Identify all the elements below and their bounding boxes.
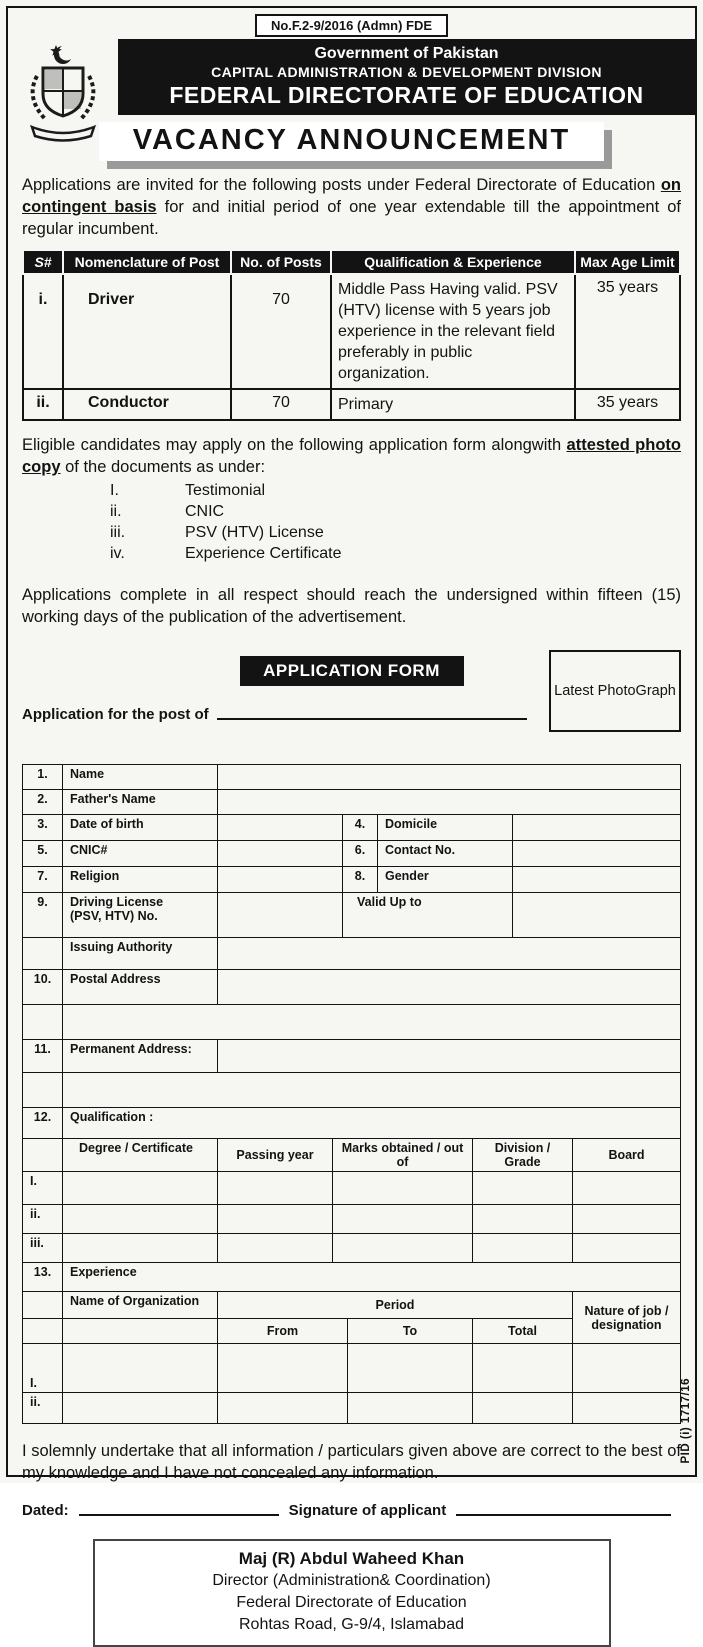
qual-header-degree: Degree / Certificate bbox=[63, 1139, 218, 1172]
blank-cell bbox=[348, 1344, 473, 1393]
form-row-postal-address bbox=[23, 970, 681, 1005]
conductor-count: 70 bbox=[231, 389, 331, 420]
blank-cell bbox=[573, 1172, 681, 1205]
document-item bbox=[110, 501, 695, 522]
conductor-max-age: 35 years bbox=[575, 389, 680, 420]
qual-header-division: Division / Grade bbox=[473, 1139, 573, 1172]
blank-cell bbox=[333, 1172, 473, 1205]
header-black-band bbox=[118, 39, 695, 115]
eligibility-bold-text: attested photo copy bbox=[22, 436, 681, 476]
field-num: 13. bbox=[23, 1263, 63, 1292]
blank-cell bbox=[218, 938, 681, 970]
field-label-domicile: Domicile bbox=[378, 815, 513, 841]
blank-cell bbox=[218, 1234, 333, 1263]
intro-text-2: for and initial period of one year extendable till the appointment of regular incumbent. bbox=[22, 198, 681, 238]
experience-row bbox=[23, 1393, 681, 1424]
field-label-father-name: Father's Name bbox=[63, 790, 218, 815]
conductor-qualification: Primary bbox=[331, 389, 575, 420]
blank-cell bbox=[63, 1344, 218, 1393]
eligibility-text-1: Eligible candidates may apply on the following application form alongwith bbox=[22, 436, 567, 454]
document-num: iv. bbox=[110, 545, 125, 562]
blank-cell bbox=[473, 1172, 573, 1205]
conductor-post-name: Conductor bbox=[63, 389, 231, 420]
photo-box: Latest PhotoGraph bbox=[549, 650, 681, 732]
document-label: Testimonial bbox=[185, 482, 266, 499]
qual-header-board: Board bbox=[573, 1139, 681, 1172]
undertaking-paragraph: I solemnly undertake that all information / particulars given above are correct to the best of my knowledge and I have not concealed any information. bbox=[22, 1442, 681, 1482]
blank-cell bbox=[473, 1344, 573, 1393]
field-num: 10. bbox=[23, 970, 63, 1005]
blank-cell bbox=[348, 1393, 473, 1424]
row-label: ii. bbox=[23, 1393, 63, 1424]
dated-fill-line bbox=[79, 1514, 279, 1516]
application-form-title: APPLICATION FORM bbox=[240, 656, 464, 686]
signature-fill-line bbox=[456, 1514, 671, 1516]
blank-cell bbox=[218, 841, 343, 867]
posts-row-conductor bbox=[23, 389, 680, 420]
blank-cell bbox=[513, 867, 681, 893]
signatory-box bbox=[93, 1539, 611, 1647]
form-row-postal-blank bbox=[23, 1005, 681, 1040]
eligibility-text-2: of the documents as under: bbox=[60, 458, 266, 476]
blank-cell bbox=[218, 970, 681, 1005]
blank-cell bbox=[218, 815, 343, 841]
form-row-religion-gender bbox=[23, 867, 681, 893]
row-label: ii. bbox=[23, 1205, 63, 1234]
document-item bbox=[110, 480, 695, 501]
intro-paragraph bbox=[22, 174, 681, 240]
field-num: 11. bbox=[23, 1040, 63, 1073]
row-label: I. bbox=[23, 1344, 63, 1393]
experience-heading-row bbox=[23, 1263, 681, 1292]
fill-line bbox=[217, 718, 527, 720]
blank-cell bbox=[333, 1234, 473, 1263]
form-row-cnic-contact bbox=[23, 841, 681, 867]
pakistan-emblem-icon bbox=[20, 41, 106, 143]
blank-cell bbox=[218, 893, 343, 938]
blank-cell bbox=[473, 1234, 573, 1263]
vacancy-row bbox=[8, 122, 695, 161]
form-row-name bbox=[23, 765, 681, 790]
form-row-driving-license bbox=[23, 893, 681, 938]
signatory-name: Maj (R) Abdul Waheed Khan bbox=[238, 1549, 465, 1568]
document-item bbox=[110, 522, 695, 543]
blank-cell bbox=[218, 790, 681, 815]
field-num: 3. bbox=[23, 815, 63, 841]
blank-cell bbox=[23, 1319, 63, 1344]
blank-cell bbox=[573, 1393, 681, 1424]
application-form-section bbox=[22, 656, 681, 760]
field-label-cnic: CNIC# bbox=[63, 841, 218, 867]
form-row-permanent-blank bbox=[23, 1073, 681, 1108]
field-label-postal-address: Postal Address bbox=[63, 970, 218, 1005]
blank-cell bbox=[218, 1172, 333, 1205]
documents-list bbox=[8, 480, 695, 564]
row-label: I. bbox=[23, 1172, 63, 1205]
signature-row bbox=[22, 1502, 681, 1519]
blank-cell bbox=[573, 1234, 681, 1263]
reference-number: No.F.2-9/2016 (Admn) FDE bbox=[255, 14, 448, 37]
exp-header-organization: Name of Organization bbox=[63, 1292, 218, 1319]
post-of-row bbox=[22, 706, 531, 723]
intro-text-1: Applications are invited for the following posts under Federal Directorate of Education bbox=[22, 176, 661, 194]
blank-cell bbox=[23, 1139, 63, 1172]
blank-num-cell bbox=[23, 1073, 63, 1108]
driver-qualification: Middle Pass Having valid. PSV (HTV) license with 5 years job experience in the relevant field preferably in public organization. bbox=[331, 274, 575, 389]
blank-cell bbox=[513, 841, 681, 867]
form-row-father-name bbox=[23, 790, 681, 815]
division-line: CAPITAL ADMINISTRATION & DEVELOPMENT DIVISION bbox=[211, 64, 602, 80]
qualification-row bbox=[23, 1205, 681, 1234]
blank-cell bbox=[218, 1205, 333, 1234]
exp-header-from: From bbox=[218, 1319, 348, 1344]
document-num: iii. bbox=[110, 524, 126, 541]
document-label: Experience Certificate bbox=[185, 545, 342, 562]
pid-number: PID (i) 1717/16 bbox=[680, 1377, 692, 1463]
field-label-experience: Experience bbox=[63, 1263, 681, 1292]
exp-header-total: Total bbox=[473, 1319, 573, 1344]
header-band-row bbox=[8, 39, 695, 115]
blank-cell bbox=[218, 1040, 681, 1073]
field-num: 12. bbox=[23, 1108, 63, 1139]
dated-label: Dated: bbox=[22, 1502, 69, 1519]
blank-cell bbox=[218, 1393, 348, 1424]
exp-header-to: To bbox=[348, 1319, 473, 1344]
posts-row-driver bbox=[23, 274, 680, 389]
blank-cell bbox=[63, 1393, 218, 1424]
qual-header-marks: Marks obtained / out of bbox=[333, 1139, 473, 1172]
field-label-dob: Date of birth bbox=[63, 815, 218, 841]
form-row-qualification-heading bbox=[23, 1108, 681, 1139]
qualification-row bbox=[23, 1172, 681, 1205]
intro-bold-text: on contingent basis bbox=[22, 176, 681, 216]
blank-num-cell bbox=[23, 1005, 63, 1040]
blank-cell bbox=[573, 1205, 681, 1234]
blank-cell bbox=[218, 765, 681, 790]
field-num: 8. bbox=[343, 867, 378, 893]
qualification-row bbox=[23, 1234, 681, 1263]
field-label-valid-up-to: Valid Up to bbox=[343, 893, 513, 938]
document-num: I. bbox=[110, 482, 119, 499]
blank-cell bbox=[473, 1393, 573, 1424]
field-label-driving-license bbox=[63, 893, 218, 938]
posts-header-count: No. of Posts bbox=[231, 250, 331, 274]
field-num: 1. bbox=[23, 765, 63, 790]
vacancy-title: VACANCY ANNOUNCEMENT bbox=[99, 122, 604, 161]
driver-max-age: 35 years bbox=[575, 274, 680, 389]
posts-header-age: Max Age Limit bbox=[575, 250, 680, 274]
signatory-designation: Director (Administration& Coordination) bbox=[212, 1572, 491, 1589]
posts-table bbox=[22, 249, 681, 421]
posts-header-sno: S# bbox=[23, 250, 63, 274]
form-row-issuing-authority bbox=[23, 938, 681, 970]
posts-header-row bbox=[23, 250, 680, 274]
post-of-label: Application for the post of bbox=[22, 706, 209, 723]
exp-header-nature: Nature of job / designation bbox=[573, 1292, 681, 1344]
blank-cell bbox=[63, 1234, 218, 1263]
exp-header-period: Period bbox=[218, 1292, 573, 1319]
field-label-contact: Contact No. bbox=[378, 841, 513, 867]
field-num: 4. bbox=[343, 815, 378, 841]
field-label-qualification: Qualification : bbox=[63, 1108, 681, 1139]
blank-cell bbox=[63, 1005, 681, 1040]
document-label: CNIC bbox=[185, 503, 225, 520]
emblem-box bbox=[8, 39, 118, 115]
posts-header-post: Nomenclature of Post bbox=[63, 250, 231, 274]
advert-border-frame bbox=[6, 6, 697, 1633]
blank-cell bbox=[63, 1172, 218, 1205]
deadline-paragraph: Applications complete in all respect should reach the undersigned within fifteen (15) working days of the publication of the advertisement. bbox=[22, 586, 681, 626]
blank-cell bbox=[513, 893, 681, 938]
reference-row bbox=[8, 14, 695, 37]
field-label-issuing-authority: Issuing Authority bbox=[63, 938, 218, 970]
field-num: 6. bbox=[343, 841, 378, 867]
blank-cell bbox=[218, 1344, 348, 1393]
qual-header-passing-year: Passing year bbox=[218, 1139, 333, 1172]
field-num: 5. bbox=[23, 841, 63, 867]
driver-count: 70 bbox=[231, 274, 331, 389]
qualification-table bbox=[22, 1138, 681, 1263]
field-label-religion: Religion bbox=[63, 867, 218, 893]
signatory-organization: Federal Directorate of Education bbox=[236, 1594, 467, 1611]
field-num: 7. bbox=[23, 867, 63, 893]
blank-cell bbox=[63, 1073, 681, 1108]
blank-cell bbox=[218, 867, 343, 893]
driver-sno: i. bbox=[23, 274, 63, 389]
eligibility-paragraph bbox=[22, 434, 681, 478]
document-label: PSV (HTV) License bbox=[185, 524, 324, 541]
row-label: iii. bbox=[23, 1234, 63, 1263]
government-line: Government of Pakistan bbox=[314, 45, 499, 62]
document-num: ii. bbox=[110, 503, 122, 520]
blank-cell bbox=[513, 815, 681, 841]
field-num: 2. bbox=[23, 790, 63, 815]
qualification-header-row bbox=[23, 1139, 681, 1172]
form-row-dob-domicile bbox=[23, 815, 681, 841]
field-label-permanent-address: Permanent Address: bbox=[63, 1040, 218, 1073]
blank-cell bbox=[23, 1292, 63, 1319]
form-row-permanent-address bbox=[23, 1040, 681, 1073]
blank-cell bbox=[63, 1319, 218, 1344]
blank-cell bbox=[333, 1205, 473, 1234]
experience-header-row-1 bbox=[23, 1292, 681, 1319]
document-item bbox=[110, 543, 695, 564]
conductor-sno: ii. bbox=[23, 389, 63, 420]
field-label-gender: Gender bbox=[378, 867, 513, 893]
posts-header-qualification: Qualification & Experience bbox=[331, 250, 575, 274]
signature-label: Signature of applicant bbox=[288, 1502, 447, 1519]
directorate-line: FEDERAL DIRECTORATE OF EDUCATION bbox=[169, 82, 644, 108]
blank-cell bbox=[573, 1344, 681, 1393]
experience-table bbox=[22, 1262, 681, 1424]
driving-license-line2: (PSV, HTV) No. bbox=[70, 909, 158, 923]
blank-cell bbox=[473, 1205, 573, 1234]
experience-row bbox=[23, 1344, 681, 1393]
signatory-address: Rohtas Road, G-9/4, Islamabad bbox=[238, 1616, 464, 1633]
field-num: 9. bbox=[23, 893, 63, 938]
driving-license-line1: Driving License bbox=[70, 895, 164, 909]
field-label-name: Name bbox=[63, 765, 218, 790]
blank-cell bbox=[63, 1205, 218, 1234]
driver-post-name: Driver bbox=[63, 274, 231, 389]
application-form-table bbox=[22, 764, 681, 1139]
blank-num-cell bbox=[23, 938, 63, 970]
